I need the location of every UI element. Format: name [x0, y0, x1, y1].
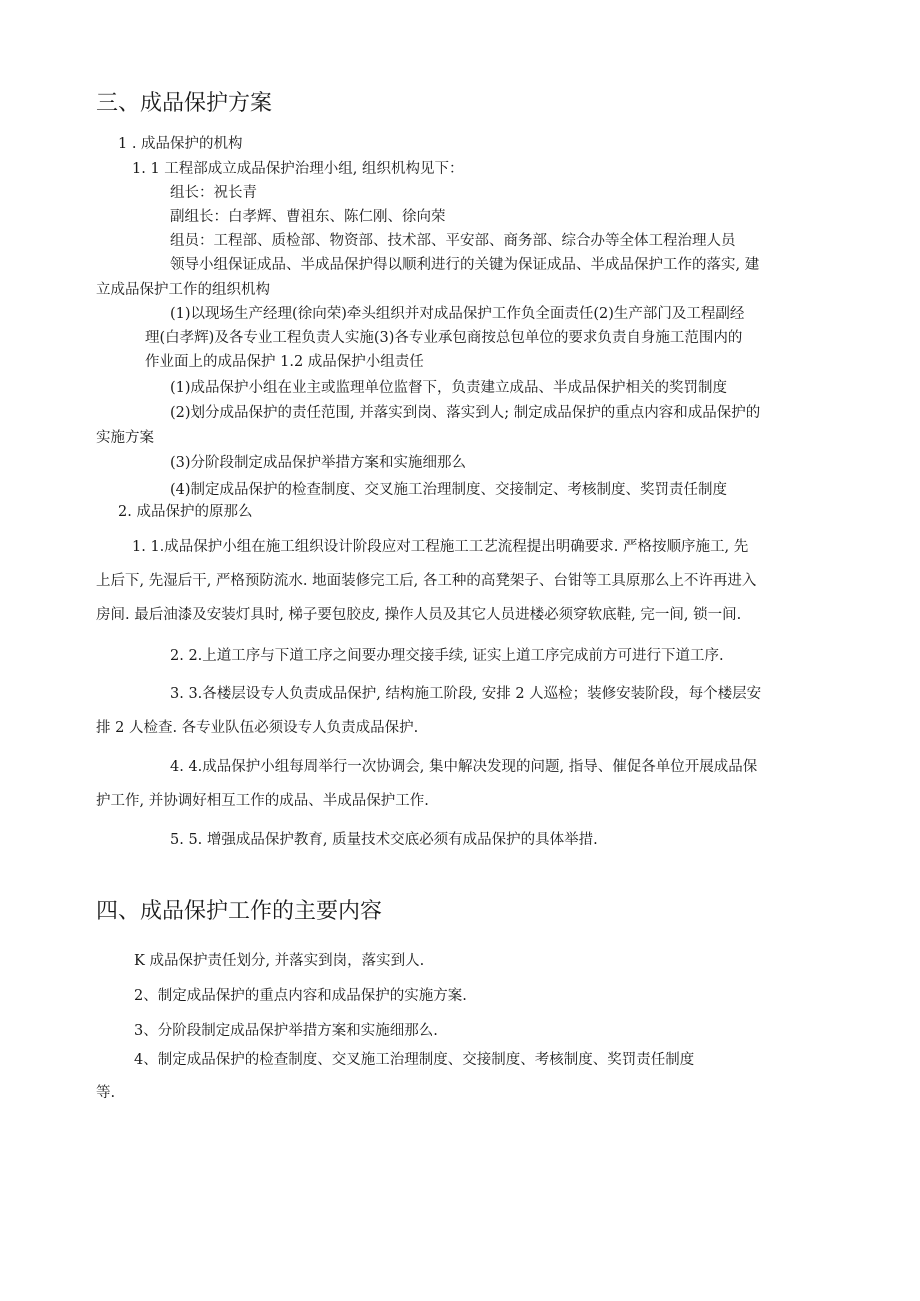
- text-line: 作业面上的成品保护 1.2 成品保护小组责任: [145, 354, 424, 370]
- text-line: 3. 3.各楼层设专人负责成品保护, 结构施工阶段, 安排 2 人巡检；装修安装阶段，每个楼层安: [170, 686, 762, 702]
- text-line: 实施方案: [96, 430, 154, 446]
- text-line: (4)制定成品保护的检查制度、交叉施工治理制度、交接制定、考核制度、奖罚责任制度: [170, 482, 728, 498]
- text-line: 组员：工程部、质检部、物资部、技术部、平安部、商务部、综合办等全体工程治理人员: [170, 233, 736, 249]
- text-line: 房间. 最后油漆及安装灯具时, 梯子要包胶皮, 操作人员及其它人员进楼必须穿软底鞋, 完一间, 锁一间.: [96, 607, 742, 623]
- text-line: 副组长：白孝辉、曹祖东、陈仁刚、徐向荣: [170, 209, 446, 225]
- text-line: 组长：祝长青: [170, 185, 257, 201]
- section-heading-3: 三、成品保护方案: [96, 91, 273, 116]
- text-line: 1. 1 工程部成立成品保护治理小组, 组织机构见下：: [132, 161, 464, 177]
- text-line: (1)以现场生产经理(徐向荣)牵头组织并对成品保护工作负全面责任(2)生产部门及工程副经: [170, 306, 745, 322]
- text-line: 上后下, 先湿后干, 严格预防流水. 地面装修完工后, 各工种的高凳架子、台钳等工具原那么上不许再进入: [96, 573, 757, 589]
- text-line: (2)划分成品保护的责任范围, 并落实到岗、落实到人; 制定成品保护的重点内容和成品保护的: [170, 405, 761, 421]
- text-line: (1)成品保护小组在业主或监理单位监督下，负责建立成品、半成品保护相关的奖罚制度: [170, 380, 728, 396]
- text-line: 1 . 成品保护的机构: [118, 136, 243, 152]
- text-line: 2. 2.上道工序与下道工序之间要办理交接手续, 证实上道工序完成前方可进行下道工序.: [170, 648, 724, 664]
- text-line: 理(白孝辉)及各专业工程负责人实施(3)各专业承包商按总包单位的要求负责自身施工范围内的: [145, 330, 743, 346]
- text-line: 4、制定成品保护的检查制度、交叉施工治理制度、交接制度、考核制度、奖罚责任制度: [134, 1052, 695, 1068]
- text-line: 等.: [96, 1085, 116, 1101]
- text-line: 2、制定成品保护的重点内容和成品保护的实施方案.: [134, 988, 467, 1004]
- text-line: 5. 5. 增强成品保护教育, 质量技术交底必须有成品保护的具体举措.: [170, 832, 598, 848]
- text-line: (3)分阶段制定成品保护举措方案和实施细那么: [170, 455, 467, 471]
- text-line: 立成品保护工作的组织机构: [96, 282, 270, 298]
- text-line: 3、分阶段制定成品保护举措方案和实施细那么.: [134, 1023, 438, 1039]
- text-line: K 成品保护责任划分, 并落实到岗，落实到人.: [134, 953, 425, 969]
- text-line: 排 2 人检查. 各专业队伍必须设专人负责成品保护.: [96, 720, 419, 736]
- text-line: 护工作, 并协调好相互工作的成品、半成品保护工作.: [96, 793, 429, 809]
- text-line: 领导小组保证成品、半成品保护得以顺利进行的关键为保证成品、半成品保护工作的落实, 建: [170, 257, 760, 273]
- text-line: 2. 成品保护的原那么: [118, 504, 253, 520]
- text-line: 1. 1.成品保护小组在施工组织设计阶段应对工程施工工艺流程提出明确要求. 严格按顺序施工, 先: [132, 539, 749, 555]
- section-heading-4: 四、成品保护工作的主要内容: [96, 899, 383, 924]
- text-line: 4. 4.成品保护小组每周举行一次协调会, 集中解决发现的问题, 指导、催促各单位开展成品保: [170, 759, 758, 775]
